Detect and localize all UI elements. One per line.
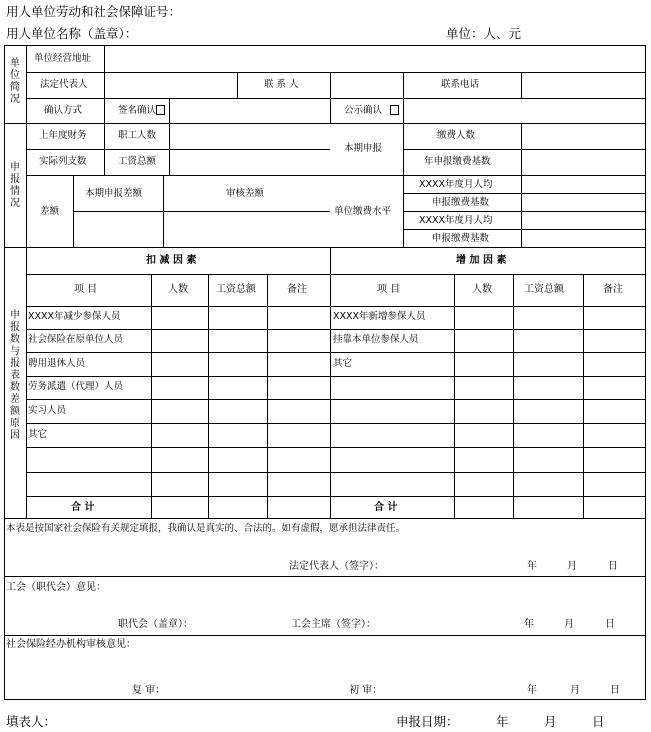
- add-title: 增 加 因 素: [456, 255, 507, 266]
- union-day: 日: [605, 619, 615, 630]
- deduct-item-2: 社会保险在原单位人员: [28, 334, 124, 345]
- agency-month: 月: [570, 685, 580, 696]
- statement-month: 月: [567, 561, 577, 572]
- contact-label: 联 系 人: [264, 79, 299, 90]
- audit-amount-label: 审核差额: [226, 188, 265, 199]
- add-col-wage: 工资总额: [524, 284, 564, 295]
- cert-number-label: 用人单位劳动和社会保障证号：: [6, 4, 182, 19]
- diff-label: 差额: [40, 206, 60, 217]
- staff-count-label: 职工人数: [118, 130, 157, 141]
- annual-base-label: 年申报缴费基数: [424, 156, 491, 167]
- union-year: 年: [524, 619, 534, 630]
- statement-day: 日: [608, 561, 618, 572]
- add-item-1: XXXX年新增参保人员: [333, 311, 426, 322]
- unit-label: 单位：人、元: [446, 26, 522, 41]
- deduct-item-5: 实习人员: [28, 405, 67, 416]
- union-title: 工会（职代会）意见：: [6, 582, 106, 593]
- add-item-2: 挂靠本单位参保人员: [333, 334, 419, 345]
- contrib-level-label: 单位缴费水平: [334, 206, 392, 217]
- union-month: 月: [564, 619, 574, 630]
- agency-firstcheck-label: 初 审：: [349, 685, 383, 696]
- footer-day: 日: [592, 714, 605, 729]
- period-amount-label: 本期申报差额: [85, 188, 143, 199]
- statement-text: 本表是按国家社会保险有关规定填报，我确认是真实的、合法的。如有虚假，愿承担法律责任。: [6, 523, 406, 534]
- add-col-people: 人数: [472, 284, 492, 295]
- deduct-col-wage: 工资总额: [216, 284, 256, 295]
- filler-label: 填表人：: [6, 714, 57, 729]
- deduct-col-item: 项 目: [74, 284, 98, 295]
- base2-label: 申报缴费基数: [432, 233, 490, 244]
- footer-year: 年: [496, 714, 509, 729]
- legal-rep-label: 法定代表人: [40, 79, 88, 90]
- last-year-label: 上年度财务: [39, 130, 87, 141]
- base1-label: 申报缴费基数: [432, 197, 490, 208]
- declare-section-label: 申 报 情 况: [10, 162, 20, 209]
- period-declare-label: 本期申报: [344, 143, 383, 154]
- actual-pay-label: 实际列支数: [39, 156, 87, 167]
- contrib-count-label: 缴费人数: [437, 130, 476, 141]
- union-chair-label: 工会主席（签字）：: [291, 619, 376, 630]
- footer-month: 月: [544, 714, 557, 729]
- agency-recheck-label: 复 审：: [132, 685, 166, 696]
- avg2-label: XXXX年度月人均: [419, 215, 493, 226]
- add-col-item: 项 目: [377, 284, 401, 295]
- phone-label: 联系电话: [441, 79, 480, 90]
- deduct-item-4: 劳务派遣（代理）人员: [28, 381, 124, 392]
- statement-sign-label: 法定代表人（签字）：: [289, 561, 384, 572]
- deduct-item-1: XXXX年减少参保人员: [28, 311, 121, 322]
- union-congress-label: 职代会（盖章）：: [118, 619, 193, 630]
- statement-year: 年: [527, 561, 537, 572]
- sign-confirm-checkbox[interactable]: [156, 105, 166, 115]
- deduct-total: 合 计: [71, 502, 95, 513]
- add-total: 合 计: [374, 502, 398, 513]
- overview-section-label: 单 位 简 况: [10, 58, 20, 105]
- add-item-3: 其它: [333, 358, 353, 369]
- unit-name-label: 用人单位名称（盖章）：: [6, 26, 138, 41]
- deduct-item-3: 聘用退休人员: [28, 358, 86, 369]
- agency-day: 日: [610, 685, 620, 696]
- declare-date-label: 申报日期：: [396, 714, 459, 729]
- confirm-method-label: 确认方式: [44, 105, 83, 116]
- agency-year: 年: [527, 685, 537, 696]
- avg1-label: XXXX年度月人均: [419, 179, 493, 190]
- public-confirm-label: 公示确认: [344, 105, 383, 116]
- add-col-note: 备注: [603, 284, 623, 295]
- factors-section-label: 申 报 数 与 报 表 数 差 额 原 因: [10, 310, 20, 441]
- address-label: 单位经营地址: [34, 53, 92, 64]
- deduct-title: 扣 减 因 素: [146, 255, 197, 266]
- deduct-col-people: 人数: [168, 284, 188, 295]
- sign-confirm-label: 签名确认: [118, 105, 157, 116]
- wage-total-label: 工资总额: [118, 156, 157, 167]
- public-confirm-checkbox[interactable]: [390, 105, 400, 115]
- agency-title: 社会保险经办机构审核意见：: [6, 639, 136, 650]
- deduct-item-6: 其它: [28, 429, 48, 440]
- deduct-col-note: 备注: [287, 284, 307, 295]
